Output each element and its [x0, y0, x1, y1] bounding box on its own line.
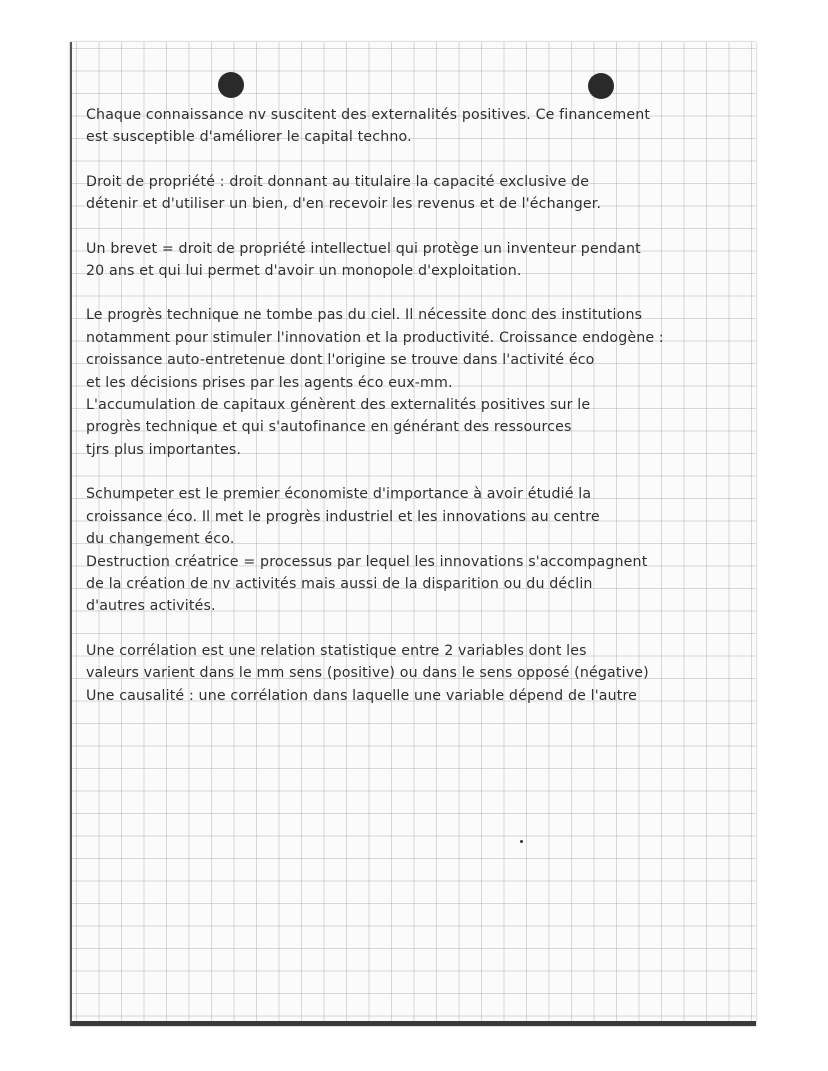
paragraph-externalites [86, 104, 752, 149]
text-line: 20 ans et qui lui permet d'avoir un monopole d'exploitation. [86, 263, 522, 280]
text-line: Un brevet = droit de propriété intellectuel qui protège un inventeur pendant [86, 240, 641, 257]
notebook-page [70, 42, 756, 1026]
text-line: L'accumulation de capitaux génèrent des externalités positives sur le [86, 397, 591, 414]
text-line: d'autres activités. [86, 598, 216, 615]
binder-hole [218, 72, 244, 98]
text-line: Chaque connaissance nv suscitent des externalités positives. Ce financement [86, 107, 651, 123]
text-line: croissance auto-entretenue dont l'origine se trouve dans l'activité éco [86, 352, 595, 369]
paragraph-schumpeter [86, 483, 752, 617]
text-line: notamment pour stimuler l'innovation et la productivité. Croissance endogène : [86, 329, 664, 346]
text-line: Schumpeter est le premier économiste d'importance à avoir étudié la [86, 486, 592, 503]
paragraph-progres-technique [86, 304, 752, 461]
text-line: valeurs varient dans le mm sens (positive) ou dans le sens opposé (négative) [86, 665, 649, 682]
handwritten-notes [86, 104, 752, 729]
paragraph-droit-propriete [86, 171, 752, 216]
paragraph-correlation [86, 640, 752, 707]
binder-hole [588, 73, 614, 99]
text-line: est susceptible d'améliorer le capital techno. [86, 129, 412, 146]
paragraph-brevet [86, 238, 752, 283]
ink-dot [520, 840, 523, 843]
text-line: croissance éco. Il met le progrès industriel et les innovations au centre [86, 508, 600, 525]
text-line: progrès technique et qui s'autofinance en générant des ressources [86, 419, 572, 436]
text-line: détenir et d'utiliser un bien, d'en recevoir les revenus et de l'échanger. [86, 196, 602, 213]
text-line: Une causalité : une corrélation dans laquelle une variable dépend de l'autre [86, 687, 638, 704]
text-line: Destruction créatrice = processus par lequel les innovations s'accompagnent [86, 553, 648, 570]
text-line: de la création de nv activités mais aussi de la disparition ou du déclin [86, 575, 593, 592]
text-line: tjrs plus importantes. [86, 441, 242, 458]
text-line: et les décisions prises par les agents éco eux-mm. [86, 374, 453, 391]
text-line: Droit de propriété : droit donnant au titulaire la capacité exclusive de [86, 173, 590, 190]
text-line: du changement éco. [86, 531, 235, 548]
text-line: Une corrélation est une relation statistique entre 2 variables dont les [86, 642, 587, 659]
text-line: Le progrès technique ne tombe pas du ciel. Il nécessite donc des institutions [86, 307, 643, 324]
